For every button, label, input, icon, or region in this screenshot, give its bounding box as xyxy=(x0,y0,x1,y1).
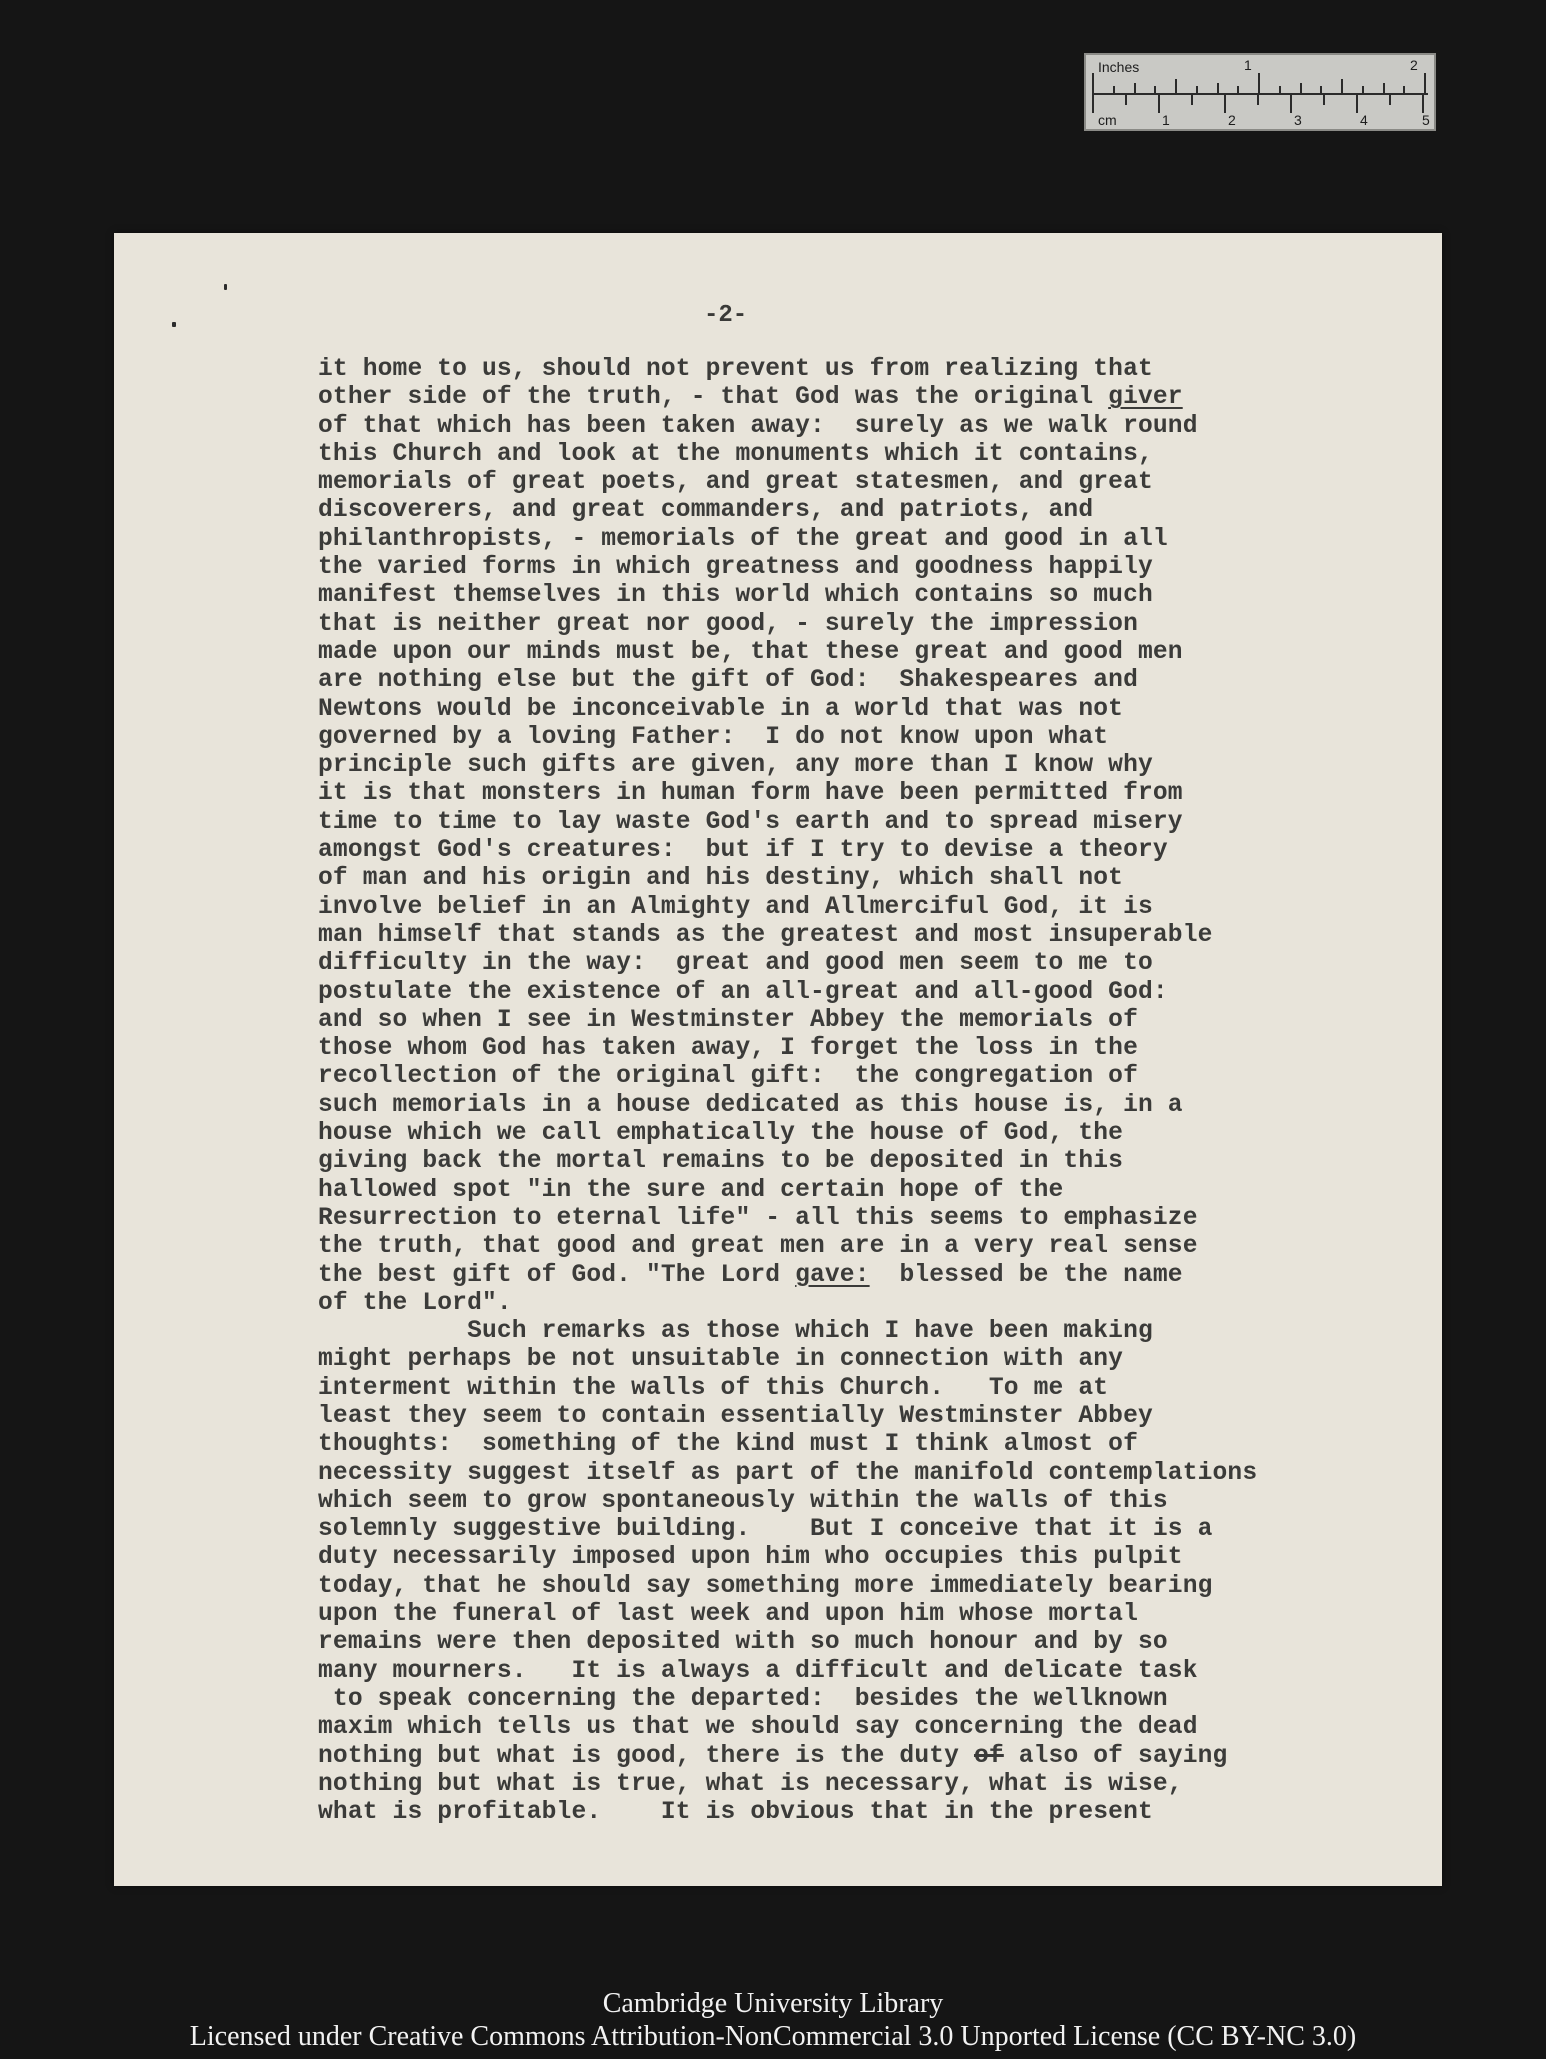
typed-text-block xyxy=(318,356,1338,1827)
ruler-inch-tick xyxy=(1217,83,1219,93)
text-line: nothing but what is good, there is the duty of also of saying xyxy=(318,1742,1228,1770)
text-line: man himself that stands as the greatest and most insuperable xyxy=(318,921,1213,949)
text-line: those whom God has taken away, I forget the loss in the xyxy=(318,1035,1138,1063)
underlined-word: gave: xyxy=(795,1261,870,1289)
text-line: of man and his origin and his destiny, which shall not xyxy=(318,865,1124,893)
text-line: difficulty in the way: great and good men seem to me to xyxy=(318,950,1153,978)
text-line: it home to us, should not prevent us from realizing that xyxy=(318,356,1153,383)
ruler-inch-tick xyxy=(1092,73,1094,93)
ruler-cm-label-3: 3 xyxy=(1294,112,1302,128)
ruler-cm-tick xyxy=(1257,95,1259,105)
text-line: solemnly suggestive building. But I conceive that it is a xyxy=(318,1516,1213,1544)
ruler-cm-tick xyxy=(1389,95,1391,105)
ruler-cm-tick xyxy=(1158,95,1160,113)
text-line: recollection of the original gift: the congregation of xyxy=(318,1063,1138,1091)
ruler-cm-label-1: 1 xyxy=(1162,112,1170,128)
text-line: this Church and look at the monuments which it contains, xyxy=(318,440,1153,468)
text-line: today, that he should say something more immediately bearing xyxy=(318,1572,1213,1600)
text-line: many mourners. It is always a difficult and delicate task xyxy=(318,1657,1198,1685)
text-line: which seem to grow spontaneously within the walls of this xyxy=(318,1487,1168,1515)
ruler-inch-label-2: 2 xyxy=(1410,57,1418,73)
text-line: nothing but what is true, what is necessary, what is wise, xyxy=(318,1770,1183,1798)
text-line: involve belief in an Almighty and Allmerciful God, it is xyxy=(318,893,1153,921)
text-line: memorials of great poets, and great statesmen, and great xyxy=(318,469,1153,497)
scale-ruler xyxy=(1084,53,1436,131)
text-line: necessity suggest itself as part of the manifold contemplations xyxy=(318,1459,1258,1487)
text-line: made upon our minds must be, that these great and good men xyxy=(318,638,1183,666)
text-line: duty necessarily imposed upon him who occupies this pulpit xyxy=(318,1544,1183,1572)
ruler-cm-tick xyxy=(1422,95,1424,113)
ruler-inch-tick xyxy=(1175,79,1177,93)
text-line: the best gift of God. "The Lord gave: blessed be the name xyxy=(318,1261,1183,1289)
text-line: hallowed spot "in the sure and certain hope of the xyxy=(318,1176,1064,1204)
ruler-cm-tick xyxy=(1125,95,1127,105)
ruler-inch-tick xyxy=(1134,83,1136,93)
text-line: amongst God's creatures: but if I try to devise a theory xyxy=(318,837,1168,865)
text-line: interment within the walls of this Church. To me at xyxy=(318,1374,1109,1402)
text-line: and so when I see in Westminster Abbey the memorials of xyxy=(318,1006,1138,1034)
text-line: manifest themselves in this world which contains so much xyxy=(318,582,1153,610)
text-line: to speak concerning the departed: besides the wellknown xyxy=(318,1685,1168,1713)
text-line: Resurrection to eternal life" - all this seems to emphasize xyxy=(318,1204,1198,1232)
ink-speck xyxy=(172,322,176,327)
ruler-inch-tick xyxy=(1362,86,1364,93)
footer-license-text: Licensed under Creative Commons Attribution-NonCommercial 3.0 Unported License (CC BY-NC 3.0) xyxy=(189,2021,1357,2052)
text-line: might perhaps be not unsuitable in connection with any xyxy=(318,1346,1124,1374)
text-line: giving back the mortal remains to be deposited in this xyxy=(318,1148,1124,1176)
text-line: of that which has been taken away: surely as we walk round xyxy=(318,412,1198,440)
text-line: Such remarks as those which I have been making xyxy=(318,1318,1153,1346)
ruler-inch-tick xyxy=(1403,86,1405,93)
ink-speck xyxy=(224,284,227,290)
ruler-cm-tick xyxy=(1356,95,1358,113)
ruler-cm-tick xyxy=(1323,95,1325,105)
text-line: governed by a loving Father: I do not know upon what xyxy=(318,723,1109,751)
ruler-center-line xyxy=(1092,93,1428,95)
text-line: upon the funeral of last week and upon him whose mortal xyxy=(318,1601,1138,1629)
underlined-word: giver xyxy=(1108,384,1183,412)
text-line: postulate the existence of an all-great and all-good God: xyxy=(318,978,1168,1006)
text-line: are nothing else but the gift of God: Shakespeares and xyxy=(318,667,1138,695)
ruler-inch-tick xyxy=(1341,79,1343,93)
ruler-cm-label-5: 5 xyxy=(1422,112,1430,128)
text-line: house which we call emphatically the house of God, the xyxy=(318,1120,1124,1148)
ruler-cm-tick xyxy=(1224,95,1226,113)
text-line: least they seem to contain essentially Westminster Abbey xyxy=(318,1402,1153,1430)
text-line: time to time to lay waste God's earth and to spread misery xyxy=(318,808,1183,836)
ruler-inch-tick xyxy=(1424,73,1426,93)
text-line: principle such gifts are given, any more than I know why xyxy=(318,752,1153,780)
text-line: what is profitable. It is obvious that in the present xyxy=(318,1799,1153,1827)
ruler-inch-tick xyxy=(1279,86,1281,93)
ruler-cm-tick xyxy=(1191,95,1193,105)
text-line: that is neither great nor good, - surely the impression xyxy=(318,610,1138,638)
text-line: the truth, that good and great men are in a very real sense xyxy=(318,1233,1198,1261)
text-line: other side of the truth, - that God was the original giver xyxy=(318,384,1183,412)
text-line: Newtons would be inconceivable in a world that was not xyxy=(318,695,1124,723)
text-line: discoverers, and great commanders, and patriots, and xyxy=(318,497,1094,525)
text-line: of the Lord". xyxy=(318,1289,512,1317)
ruler-cm-label-4: 4 xyxy=(1360,112,1368,128)
ruler-cm-tick xyxy=(1092,95,1094,113)
struck-out-word: of xyxy=(973,1742,1004,1770)
ruler-inch-tick xyxy=(1154,86,1156,93)
ruler-inch-tick xyxy=(1196,86,1198,93)
page-number: -2- xyxy=(704,302,748,329)
ruler-inch-label-1: 1 xyxy=(1244,57,1252,73)
ruler-inch-tick xyxy=(1237,86,1239,93)
ruler-cm-label: cm xyxy=(1098,112,1117,128)
text-line: thoughts: something of the kind must I think almost of xyxy=(318,1431,1138,1459)
ruler-inch-tick xyxy=(1113,86,1115,93)
ruler-cm-label-2: 2 xyxy=(1228,112,1236,128)
ruler-inch-tick xyxy=(1300,83,1302,93)
text-line: such memorials in a house dedicated as this house is, in a xyxy=(318,1091,1183,1119)
ruler-inches-label: Inches xyxy=(1098,59,1140,75)
ruler-inch-tick xyxy=(1320,86,1322,93)
ruler-inch-tick xyxy=(1383,83,1385,93)
ruler-inch-tick xyxy=(1258,73,1260,93)
ruler-cm-tick xyxy=(1290,95,1292,113)
footer-library-name: Cambridge University Library xyxy=(602,1988,944,2019)
text-line: philanthropists, - memorials of the great and good in all xyxy=(318,525,1168,553)
text-line: it is that monsters in human form have been permitted from xyxy=(318,780,1183,808)
text-line: remains were then deposited with so much honour and by so xyxy=(318,1629,1168,1657)
text-line: maxim which tells us that we should say concerning the dead xyxy=(318,1714,1198,1742)
text-line: the varied forms in which greatness and goodness happily xyxy=(318,554,1153,582)
